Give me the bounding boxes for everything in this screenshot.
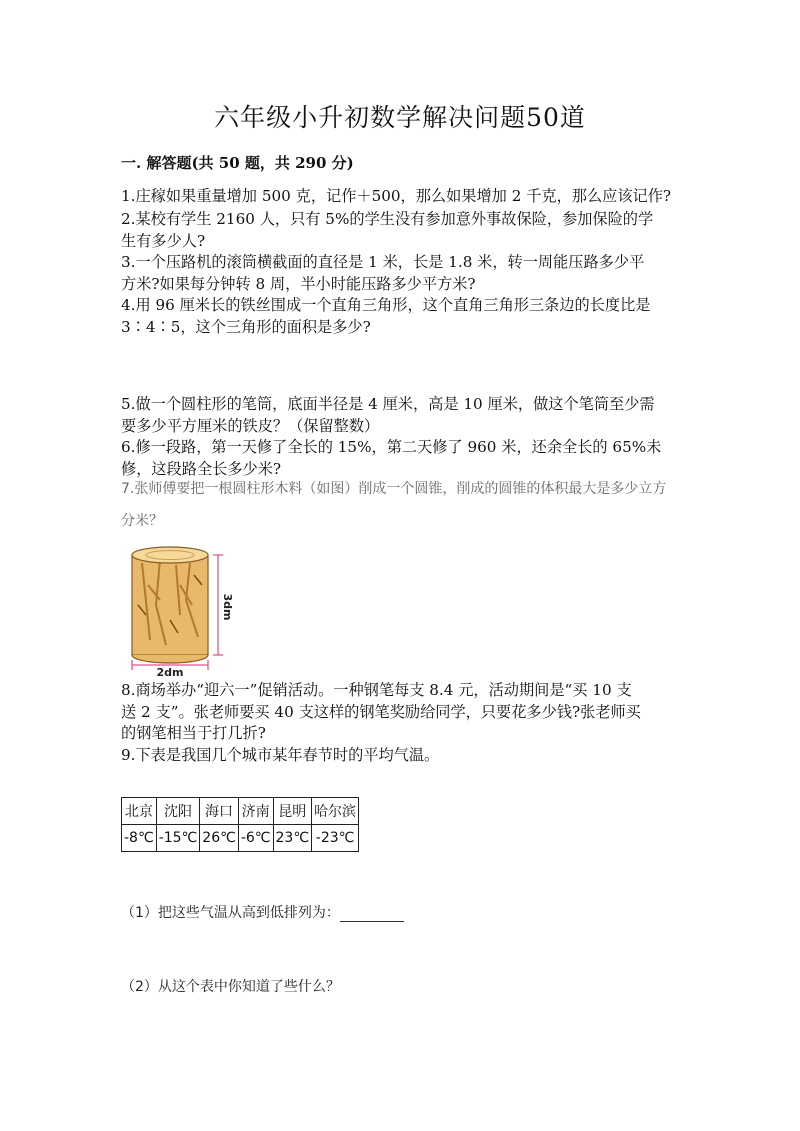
question-line: 1.庄稼如果重量增加 500 克，记作＋500，那么如果增加 2 千克，那么应该记作? bbox=[121, 187, 672, 205]
table-cell-temp: 23℃ bbox=[273, 825, 312, 852]
cylinder-log-figure bbox=[120, 545, 236, 677]
question-line: 5.做一个圆柱形的笔筒，底面半径是 4 厘米，高是 10 厘米，做这个笔筒至少需 bbox=[121, 395, 655, 413]
table-cell-city: 哈尔滨 bbox=[312, 798, 359, 825]
question-line: 修，这段路全长多少米? bbox=[121, 460, 282, 478]
figure-width-label: 2dm bbox=[156, 666, 184, 677]
table-cell-city: 沈阳 bbox=[156, 798, 200, 825]
page-title: 六年级小升初数学解决问题50道 bbox=[214, 103, 586, 132]
question-line: 2.某校有学生 2160 人，只有 5%的学生没有参加意外事故保险，参加保险的学 bbox=[121, 210, 654, 228]
table-cell-temp: -6℃ bbox=[238, 825, 273, 852]
question-line: 4.用 96 厘米长的铁丝围成一个直角三角形，这个直角三角形三条边的长度比是 bbox=[121, 296, 651, 314]
question-line: 要多少平方厘米的铁皮？（保留整数） bbox=[121, 417, 380, 435]
sub-question-1-text: （1）把这些气温从高到低排列为： bbox=[121, 905, 340, 921]
table-cell-city: 济南 bbox=[238, 798, 273, 825]
question-line: 送 2 支”。张老师要买 40 支这样的钢笔奖励给同学，只要花多少钱?张老师买 bbox=[121, 703, 641, 721]
section-heading: 一. 解答题(共 50 题，共 290 分) bbox=[121, 154, 354, 172]
table-row-cities bbox=[122, 798, 359, 825]
q7-line-1: 7.张师傅要把一根圆柱形木料（如图）削成一个圆锥，削成的圆锥的体积最大是多少立方 bbox=[121, 481, 667, 497]
temperature-table bbox=[121, 797, 359, 852]
table-cell-city: 海口 bbox=[200, 798, 239, 825]
figure-height-label: 3dm bbox=[221, 593, 234, 621]
question-line: 3∶4∶5，这个三角形的面积是多少? bbox=[121, 318, 371, 336]
question-line: 6.修一段路，第一天修了全长的 15%，第二天修了 960 米，还余全长的 65%未 bbox=[121, 438, 662, 456]
question-line: 生有多少人? bbox=[121, 232, 206, 250]
question-line: 9.下表是我国几个城市某年春节时的平均气温。 bbox=[121, 746, 440, 764]
question-line: 的钢笔相当于打几折? bbox=[121, 724, 266, 742]
answer-blank bbox=[340, 905, 404, 922]
q7-line-2: 分米？ bbox=[121, 513, 163, 529]
question-line: 方米?如果每分钟转 8 周，半小时能压路多少平方米? bbox=[121, 275, 476, 293]
table-cell-city: 昆明 bbox=[273, 798, 312, 825]
sub-question-1 bbox=[121, 902, 404, 922]
table-row-temps bbox=[122, 825, 359, 852]
sub-question-2: （2）从这个表中你知道了些什么？ bbox=[121, 979, 340, 995]
table-cell-temp: -15℃ bbox=[156, 825, 200, 852]
table-cell-temp: -8℃ bbox=[122, 825, 157, 852]
table-cell-temp: -23℃ bbox=[312, 825, 359, 852]
question-line: 3.一个压路机的滚筒横截面的直径是 1 米，长是 1.8 米，转一周能压路多少平 bbox=[121, 253, 645, 271]
table-cell-city: 北京 bbox=[122, 798, 157, 825]
table-cell-temp: 26℃ bbox=[200, 825, 239, 852]
question-line: 8.商场举办“迎六一”促销活动。一种钢笔每支 8.4 元，活动期间是“买 10 支 bbox=[121, 681, 632, 699]
